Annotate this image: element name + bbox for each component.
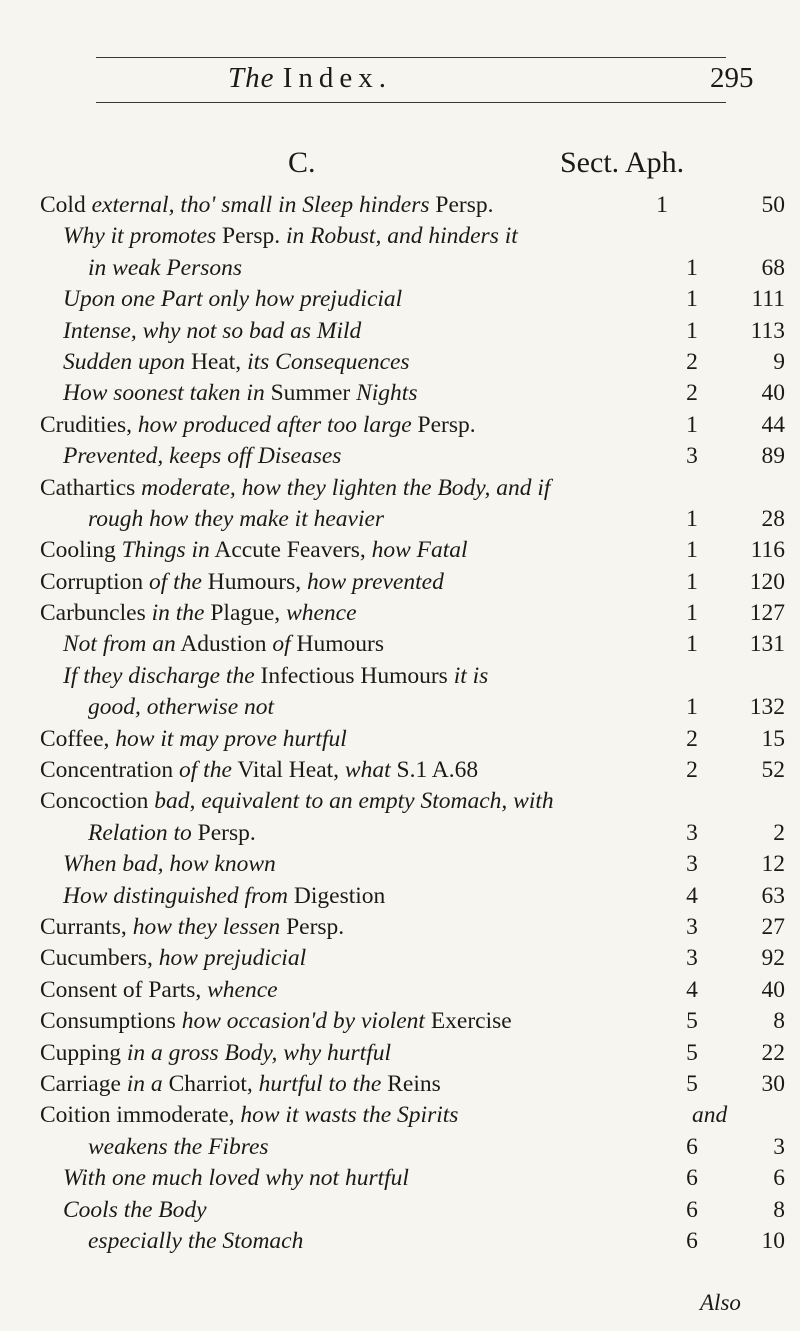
- entry-aphorism-number: 89: [761, 443, 785, 470]
- index-entry: [0, 786, 800, 817]
- entry-aphorism-number: 63: [761, 882, 785, 909]
- entry-aphorism-number: 40: [761, 976, 785, 1003]
- entry-section-number: 3: [686, 851, 698, 878]
- entry-text: Corruption of the Humours, how prevented: [40, 568, 444, 595]
- entry-section-number: 1: [686, 537, 698, 564]
- index-entry: [0, 1006, 800, 1037]
- entry-section-number: 3: [686, 945, 698, 972]
- entry-text: weakens the Fibres: [88, 1133, 269, 1160]
- entry-section-number: 3: [686, 819, 698, 846]
- index-entry: [0, 818, 800, 849]
- index-entry: [0, 221, 800, 252]
- entry-text: especially the Stomach: [88, 1227, 304, 1254]
- index-entry: [0, 724, 800, 755]
- index-entry: [0, 1100, 800, 1131]
- entry-section-number: 6: [686, 1133, 698, 1160]
- entry-text: Concentration of the Vital Heat, what S.1 A.68: [40, 757, 479, 784]
- entry-text: rough how they make it heavier: [88, 505, 385, 532]
- index-entry: [0, 692, 800, 723]
- entry-aphorism-number: 116: [750, 537, 785, 564]
- entry-section-number: 5: [686, 1008, 698, 1035]
- entry-aphorism-number: 131: [749, 631, 785, 658]
- index-entry: [0, 378, 800, 409]
- index-entry: [0, 661, 800, 692]
- index-entry: [0, 1195, 800, 1226]
- entry-aphorism-number: 127: [749, 600, 785, 627]
- index-entry: [0, 1069, 800, 1100]
- entry-text: How distinguished from Digestion: [63, 882, 386, 909]
- entry-text: Prevented, keeps off Diseases: [63, 443, 342, 470]
- entry-section-number: 5: [686, 1070, 698, 1097]
- entry-text: Upon one Part only how prejudicial: [63, 286, 403, 313]
- entry-section-number: 4: [686, 882, 698, 909]
- entry-aphorism-number: 30: [761, 1070, 785, 1097]
- entry-text: Currants, how they lessen Persp.: [40, 913, 345, 940]
- entry-aphorism-number: 10: [761, 1227, 785, 1254]
- index-entry: [0, 975, 800, 1006]
- entry-section-number: 2: [686, 348, 698, 375]
- entry-aphorism-number: 50: [761, 192, 785, 218]
- entry-aphorism-number: 8: [773, 1196, 785, 1223]
- entry-section-number: 1: [656, 192, 668, 218]
- entry-text: Consent of Parts, whence: [40, 976, 278, 1003]
- entry-aphorism-number: 27: [761, 913, 785, 940]
- section-column-label: Sect. Aph.: [560, 146, 685, 179]
- entry-section-number: 1: [686, 694, 698, 721]
- index-entry: [0, 347, 800, 378]
- entry-text: in weak Persons: [88, 254, 243, 281]
- entry-aphorism-number: 52: [761, 757, 785, 784]
- entry-aphorism-number: 9: [773, 348, 785, 375]
- index-entry: [0, 629, 800, 660]
- entry-aphorism-number: 3: [773, 1133, 785, 1160]
- entry-aphorism-number: 132: [749, 694, 785, 721]
- entry-text: How soonest taken in Summer Nights: [63, 380, 418, 407]
- entry-text: Carriage in a Charriot, hurtful to the Reins: [40, 1070, 441, 1097]
- entry-text: Cucumbers, how prejudicial: [40, 945, 307, 972]
- entry-aphorism-number: 113: [750, 317, 785, 344]
- entry-aphorism-number: 15: [761, 725, 785, 752]
- catchword: Also: [700, 1290, 741, 1315]
- entry-section-number: 1: [686, 600, 698, 627]
- running-head: The Index.: [228, 62, 393, 94]
- entry-text: Coffee, how it may prove hurtful: [40, 725, 347, 752]
- entry-text: Carbuncles in the Plague, whence: [40, 600, 357, 627]
- index-entry: [0, 755, 800, 786]
- entry-text: Coition immoderate, how it wasts the Spirits: [40, 1102, 459, 1129]
- entry-aphorism-number: 28: [761, 505, 785, 532]
- entry-text: Consumptions how occasion'd by violent Exercise: [40, 1008, 512, 1035]
- entry-section-number: 1: [686, 631, 698, 658]
- entry-section-number: 6: [686, 1165, 698, 1192]
- entry-text: Cathartics moderate, how they lighten the Body, and if: [40, 474, 551, 501]
- entry-section-number: 1: [686, 286, 698, 313]
- entry-continuation: and: [692, 1102, 728, 1129]
- index-entry: [0, 567, 800, 598]
- entry-aphorism-number: 22: [761, 1039, 785, 1066]
- entry-text: When bad, how known: [63, 851, 276, 878]
- entry-text: Cools the Body: [63, 1196, 207, 1223]
- index-entry: [0, 410, 800, 441]
- entry-section-number: 1: [686, 254, 698, 281]
- index-entry: [0, 912, 800, 943]
- entry-section-number: 1: [686, 317, 698, 344]
- entry-text: Intense, why not so bad as Mild: [63, 317, 362, 344]
- entry-section-number: 3: [686, 913, 698, 940]
- entry-section-number: 5: [686, 1039, 698, 1066]
- entry-text: Crudities, how produced after too large Persp.: [40, 411, 476, 438]
- entry-aphorism-number: 44: [761, 411, 785, 438]
- index-entry: [0, 1226, 800, 1257]
- section-letter: C.: [288, 146, 316, 179]
- entry-aphorism-number: 6: [773, 1165, 785, 1192]
- header-rule-bottom: [96, 102, 726, 103]
- index-entry: [0, 1038, 800, 1069]
- index-entry: [0, 284, 800, 315]
- index-entry: [0, 441, 800, 472]
- index-entry: [0, 253, 800, 284]
- entry-section-number: 1: [686, 411, 698, 438]
- entry-text: Cupping in a gross Body, why hurtful: [40, 1039, 392, 1066]
- entry-section-number: 4: [686, 976, 698, 1003]
- entry-aphorism-number: 120: [749, 568, 785, 595]
- entry-section-number: 1: [686, 568, 698, 595]
- index-entry: [0, 1132, 800, 1163]
- entry-section-number: 1: [686, 505, 698, 532]
- entry-section-number: 3: [686, 443, 698, 470]
- index-entry: [0, 504, 800, 535]
- entry-text: Sudden upon Heat, its Consequences: [63, 348, 410, 375]
- entry-section-number: 2: [686, 380, 698, 407]
- entry-aphorism-number: 8: [773, 1008, 785, 1035]
- index-entry: [0, 473, 800, 504]
- page-number: 295: [710, 62, 754, 94]
- entry-aphorism-number: 40: [761, 380, 785, 407]
- index-entry: [0, 849, 800, 880]
- entry-text: good, otherwise not: [88, 694, 275, 721]
- entry-aphorism-number: 2: [773, 819, 785, 846]
- entry-section-number: 6: [686, 1196, 698, 1223]
- header-rule-top: [96, 57, 726, 58]
- entry-text: Concoction bad, equivalent to an empty Stomach, with: [40, 788, 554, 815]
- index-entry: [0, 1163, 800, 1194]
- entry-aphorism-number: 92: [761, 945, 785, 972]
- entry-text: If they discharge the Infectious Humours it is: [63, 662, 489, 689]
- entry-text: Not from an Adustion of Humours: [63, 631, 385, 658]
- index-entries: [0, 190, 800, 1257]
- entry-section-number: 6: [686, 1227, 698, 1254]
- index-entry: [0, 190, 800, 221]
- entry-text: With one much loved why not hurtful: [63, 1165, 409, 1192]
- index-entry: [0, 316, 800, 347]
- index-entry: [0, 598, 800, 629]
- entry-aphorism-number: 111: [751, 286, 785, 313]
- entry-text: Cooling Things in Accute Feavers, how Fatal: [40, 537, 468, 564]
- entry-section-number: 2: [686, 757, 698, 784]
- entry-text: Why it promotes Persp. in Robust, and hinders it: [63, 223, 518, 250]
- entry-text: Relation to Persp.: [88, 819, 256, 846]
- entry-section-number: 2: [686, 725, 698, 752]
- index-entry: [0, 535, 800, 566]
- entry-aphorism-number: 68: [761, 254, 785, 281]
- index-entry: [0, 943, 800, 974]
- index-entry: [0, 881, 800, 912]
- entry-text: Cold external, tho' small in Sleep hinders Persp.: [40, 192, 494, 218]
- entry-aphorism-number: 12: [761, 851, 785, 878]
